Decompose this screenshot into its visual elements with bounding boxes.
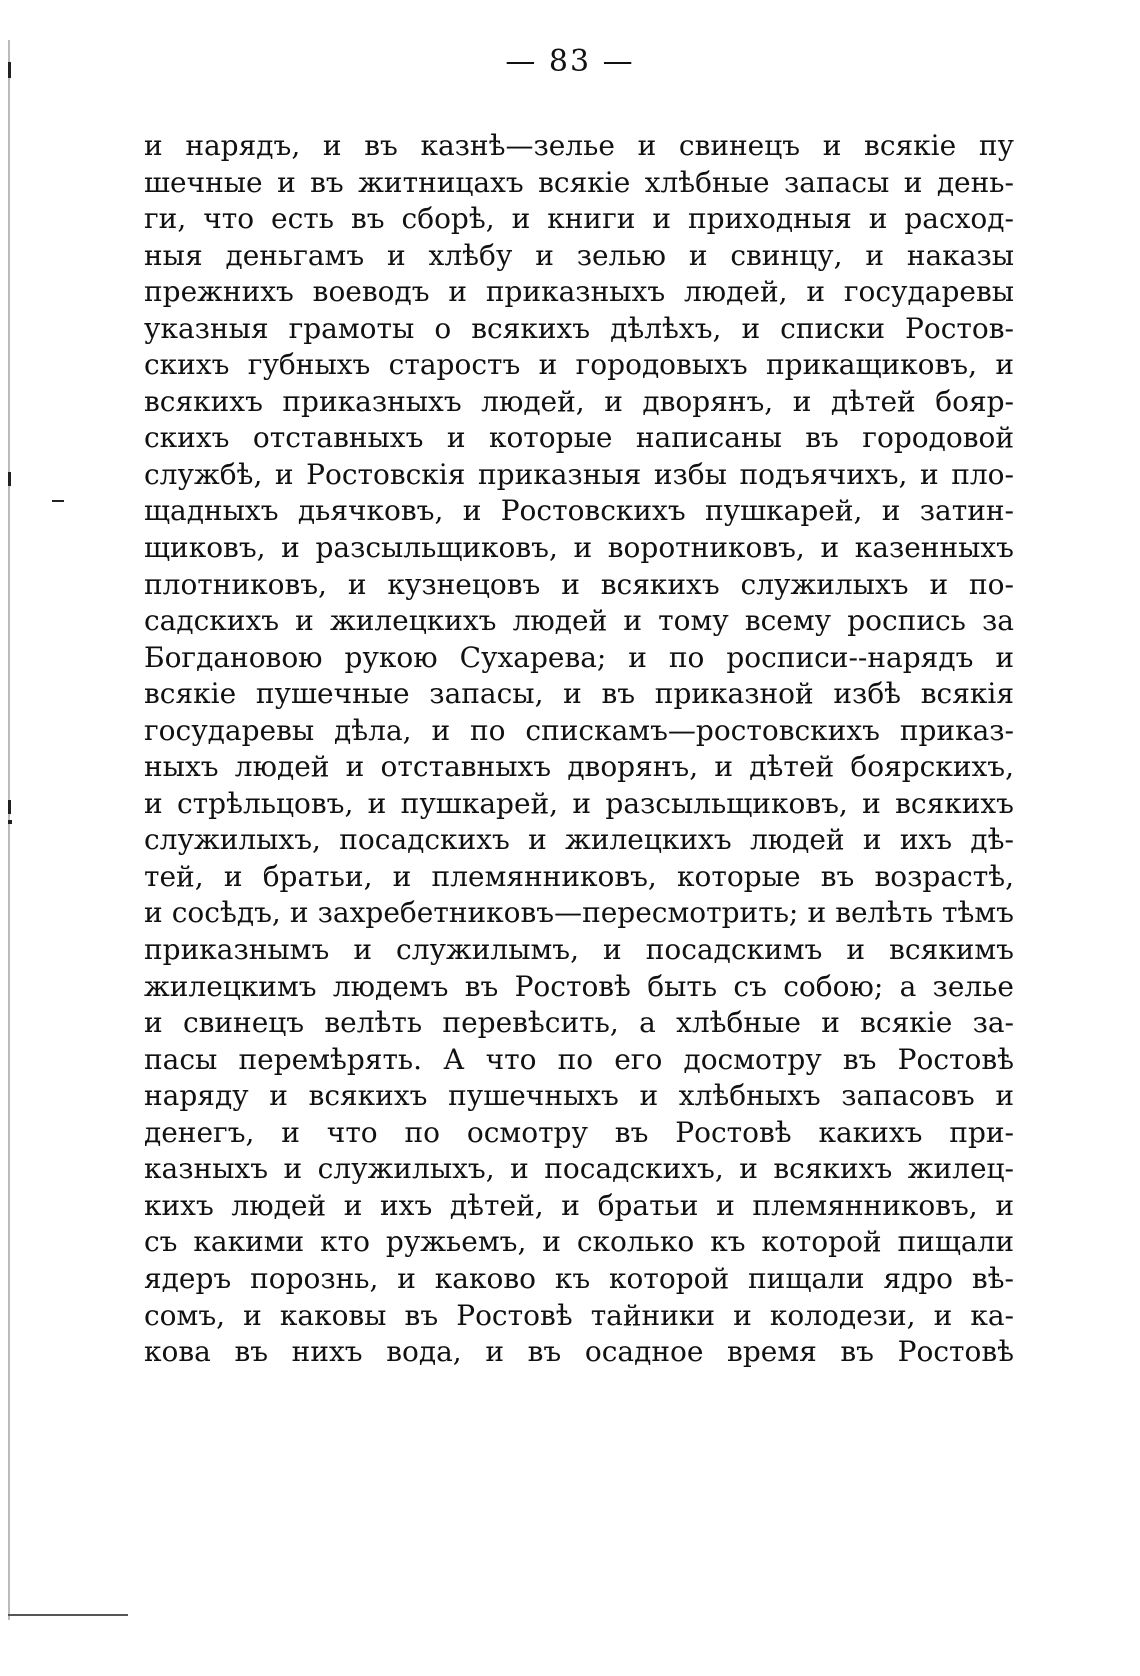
text-line: всякихъ приказныхъ людей, и дворянъ, и дѣтей бояр- <box>144 384 1014 418</box>
margin-dot <box>8 820 12 824</box>
text-line: всякіе пушечные запасы, и въ приказной избѣ всякія <box>144 677 1014 711</box>
page-edge-line <box>8 40 10 1620</box>
text-line: пасы перемѣрять. А что по его досмотру въ Ростовѣ <box>144 1042 1014 1076</box>
text-line: служилыхъ, посадскихъ и жилецкихъ людей и ихъ дѣ- <box>144 823 1014 857</box>
text-line: и нарядъ, и въ казнѣ—зелье и свинецъ и всякіе пу <box>144 129 1014 162</box>
text-line: и свинецъ велѣть перевѣсить, а хлѣбные и всякіе за- <box>144 1006 1014 1040</box>
text-line: приказнымъ и служилымъ, и посадскимъ и всякимъ <box>144 933 1014 967</box>
text-line: плотниковъ, и кузнецовъ и всякихъ служилыхъ и по- <box>144 567 1014 601</box>
text-line: Богдановою рукою Сухарева; и по росписи--нарядъ и <box>144 640 1014 674</box>
text-line: щиковъ, и разсыльщиковъ, и воротниковъ, и казенныхъ <box>144 531 1014 565</box>
text-line: кова въ нихъ вода, и въ осадное время въ Ростовѣ <box>144 1335 1014 1369</box>
page-number: — 83 — <box>505 44 635 79</box>
text-line: и стрѣльцовъ, и пушкарей, и разсыльщиковъ, и всякихъ <box>144 786 1014 820</box>
margin-mark-middle <box>8 472 11 486</box>
text-line: щадныхъ дьячковъ, и Ростовскихъ пушкарей, и затин- <box>144 494 1014 528</box>
text-line: прежнихъ воеводъ и приказныхъ людей, и государевы <box>144 275 1014 309</box>
text-line: наряду и всякихъ пушечныхъ и хлѣбныхъ запасовъ и <box>144 1079 1014 1113</box>
text-line: и сосѣдъ, и захребетниковъ—пересмотрить; и велѣть тѣмъ <box>144 896 1014 930</box>
text-line: тей, и братьи, и племянниковъ, которые въ возрастѣ, <box>144 859 1014 893</box>
text-line: садскихъ и жилецкихъ людей и тому всему роспись за <box>144 604 1014 638</box>
text-line: службѣ, и Ростовскія приказныя избы подъячихъ, и пло- <box>144 457 1014 491</box>
text-line: кихъ людей и ихъ дѣтей, и братьи и племянниковъ, и <box>144 1188 1014 1222</box>
body-text <box>144 128 1014 1371</box>
text-line: ныя деньгамъ и хлѣбу и зелью и свинцу, и наказы <box>144 238 1014 272</box>
text-line: сомъ, и каковы въ Ростовѣ тайники и колодези, и ка- <box>144 1298 1014 1332</box>
text-line: шечные и въ житницахъ всякіе хлѣбные запасы и день- <box>144 165 1014 199</box>
margin-mark-lower <box>8 800 11 814</box>
text-line: жилецкимъ людемъ въ Ростовѣ быть съ собою; а зелье <box>144 969 1014 1003</box>
text-line: ядеръ порознь, и каково къ которой пищали ядро вѣ- <box>144 1261 1014 1295</box>
text-line: ги, что есть въ сборѣ, и книги и приходныя и расход- <box>144 202 1014 236</box>
text-line: казныхъ и служилыхъ, и посадскихъ, и всякихъ жилец- <box>144 1152 1014 1186</box>
text-line: скихъ отставныхъ и которые написаны въ городовой <box>144 421 1014 455</box>
text-line: государевы дѣла, и по спискамъ—ростовскихъ приказ- <box>144 713 1014 747</box>
text-line: указныя грамоты о всякихъ дѣлѣхъ, и списки Ростов- <box>144 311 1014 345</box>
text-line: ныхъ людей и отставныхъ дворянъ, и дѣтей боярскихъ, <box>144 750 1014 784</box>
bottom-dash <box>8 1614 128 1616</box>
margin-dash <box>52 500 64 502</box>
text-line: скихъ губныхъ старостъ и городовыхъ прикащиковъ, и <box>144 348 1014 382</box>
text-line: съ какими кто ружьемъ, и сколько къ которой пищали <box>144 1225 1014 1259</box>
text-line: денегъ, и что по осмотру въ Ростовѣ какихъ при- <box>144 1115 1014 1149</box>
